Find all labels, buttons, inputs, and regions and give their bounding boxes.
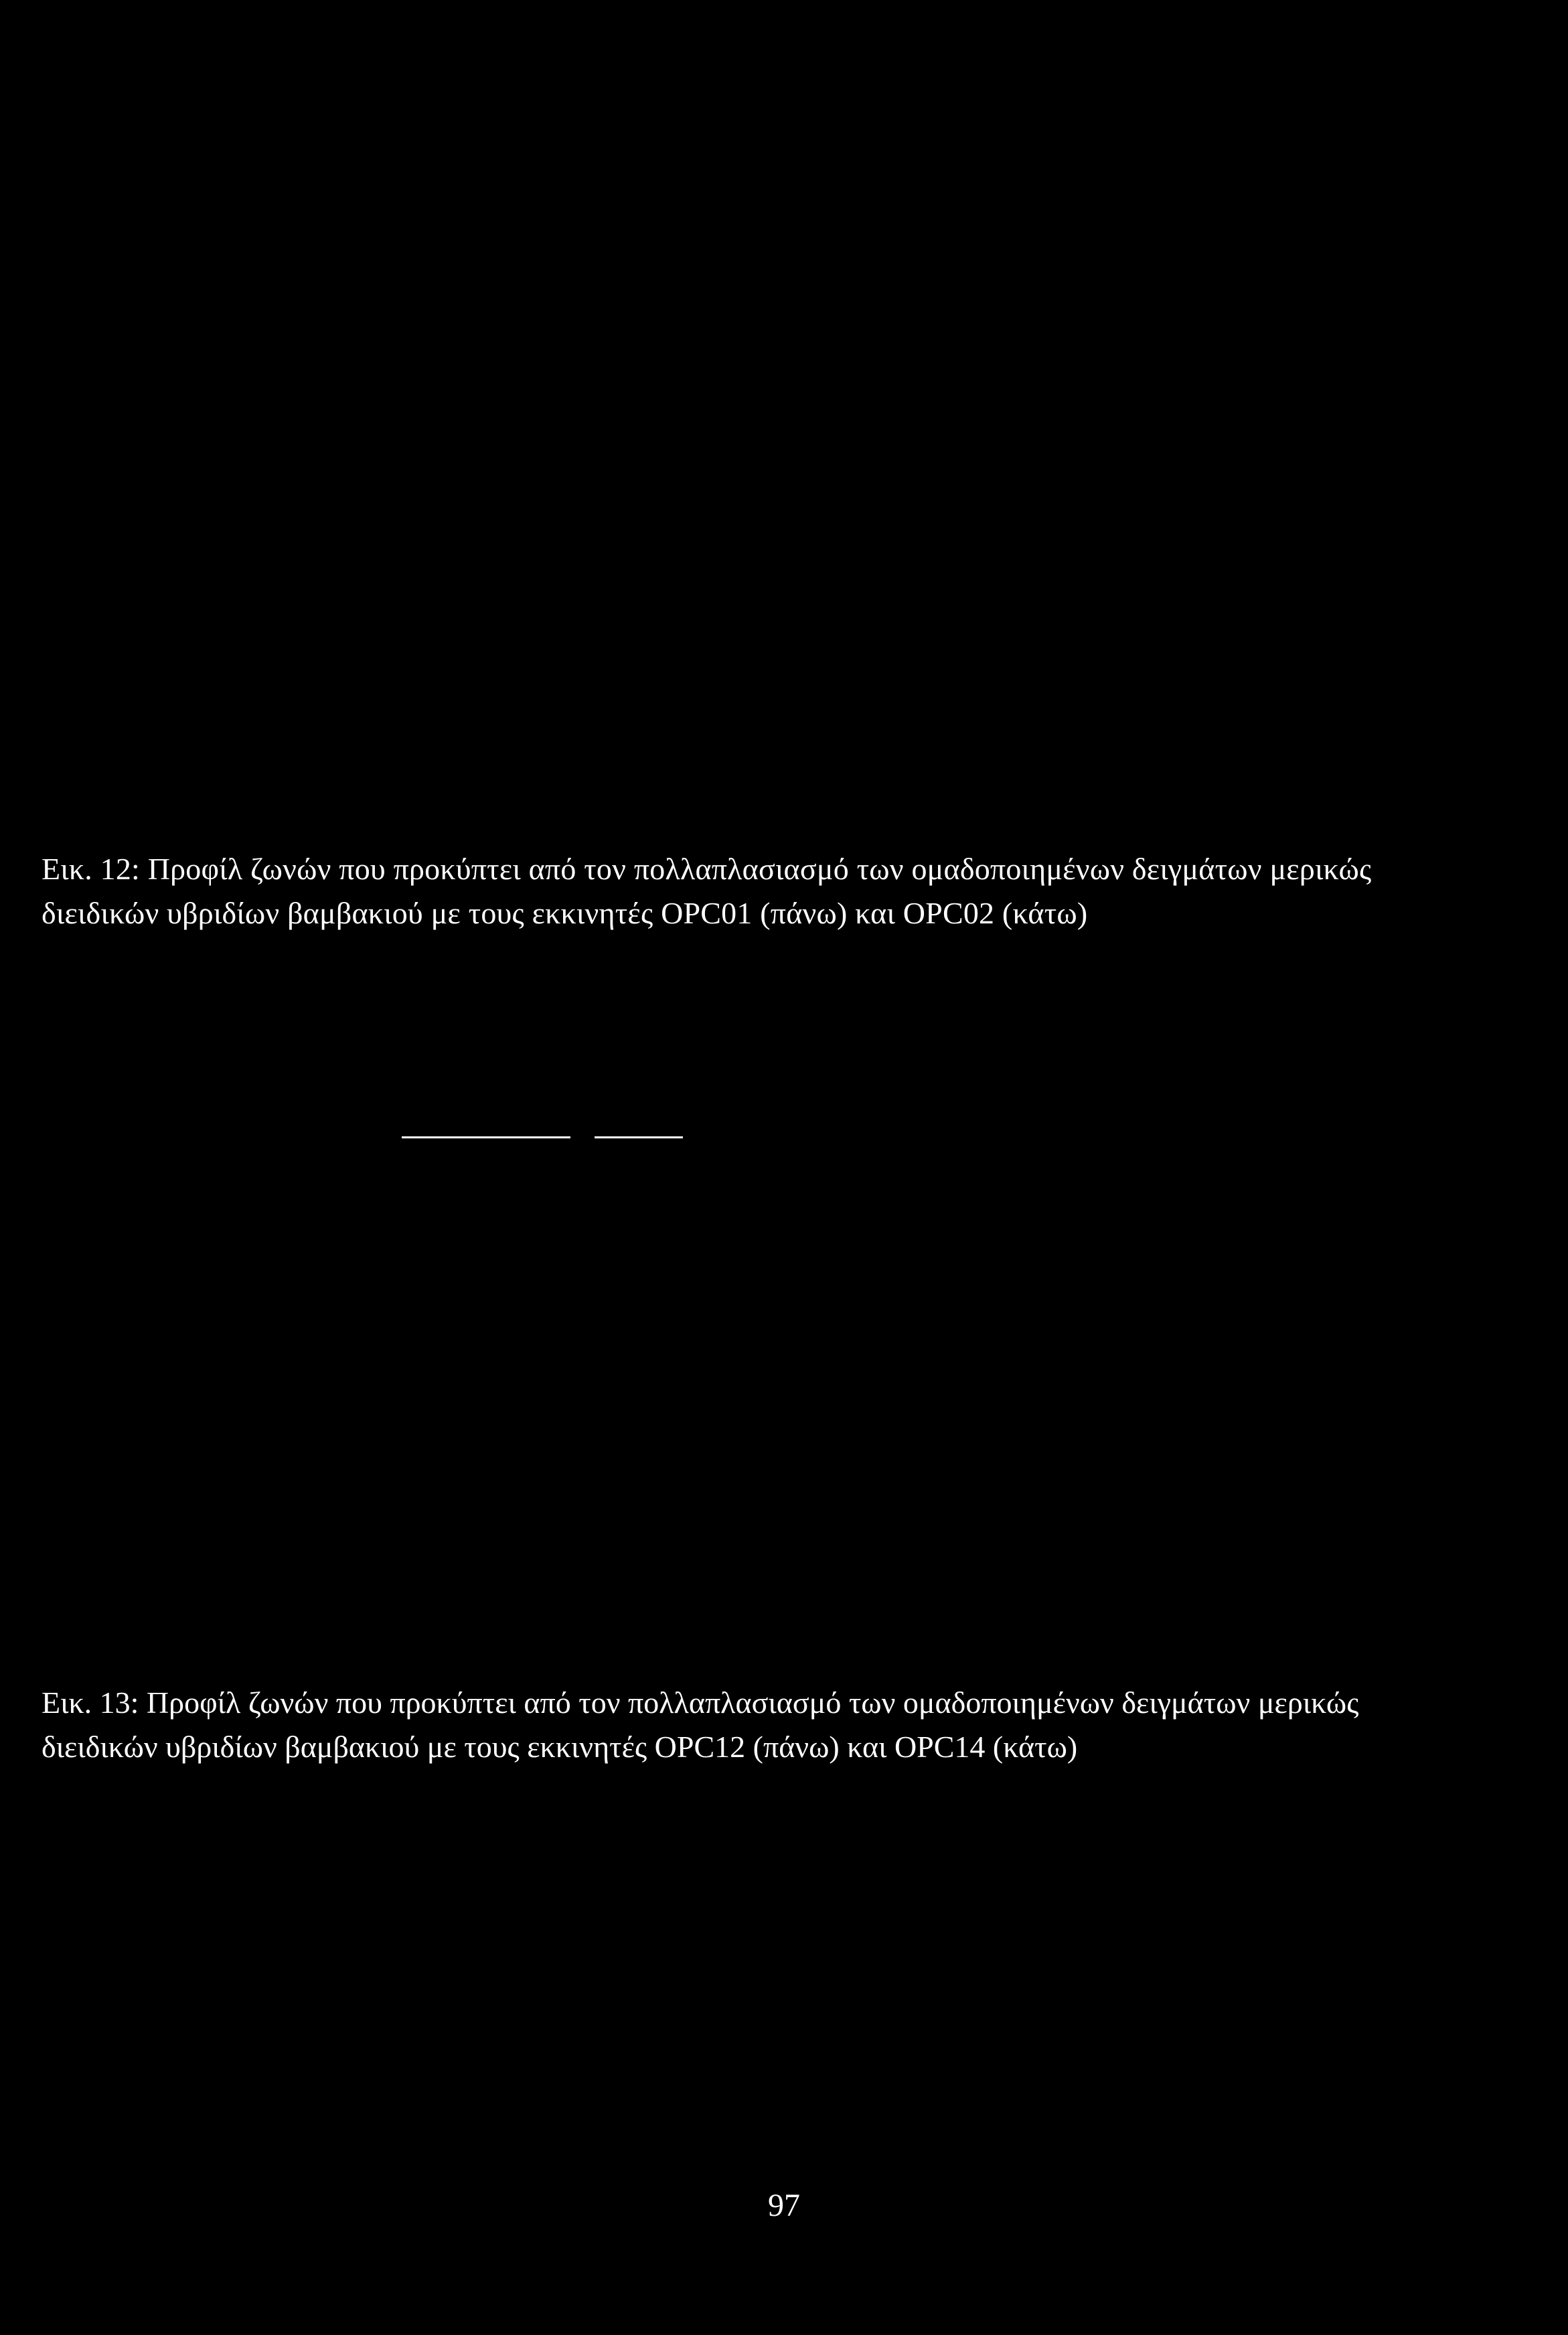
figure-13-gel-image bbox=[40, 1138, 1526, 1701]
figure-13-caption bbox=[42, 1681, 1501, 1769]
figure-12-caption-line-1: Εικ. 12: Προφίλ ζωνών που προκύπτει από τον πολλαπλασιασμό των ομαδοποιημένων δειγμάτων μερικώς bbox=[42, 852, 1372, 886]
page-number: 97 bbox=[768, 2188, 800, 2223]
figure-12-gel-image bbox=[40, 27, 1526, 837]
figure-12-caption-line-2: διειδικών υβριδίων βαμβακιού με τους εκκινητές OPC01 (πάνω) και OPC02 (κάτω) bbox=[42, 896, 1088, 930]
figure-13-caption-line-1: Εικ. 13: Προφίλ ζωνών που προκύπτει από τον πολλαπλασιασμό των ομαδοποιημένων δειγμάτων μερικώς bbox=[42, 1685, 1359, 1720]
figure-13-caption-line-2: διειδικών υβριδίων βαμβακιού με τους εκκινητές OPC12 (πάνω) και OPC14 (κάτω) bbox=[42, 1730, 1078, 1764]
figure-12-caption bbox=[42, 847, 1501, 935]
